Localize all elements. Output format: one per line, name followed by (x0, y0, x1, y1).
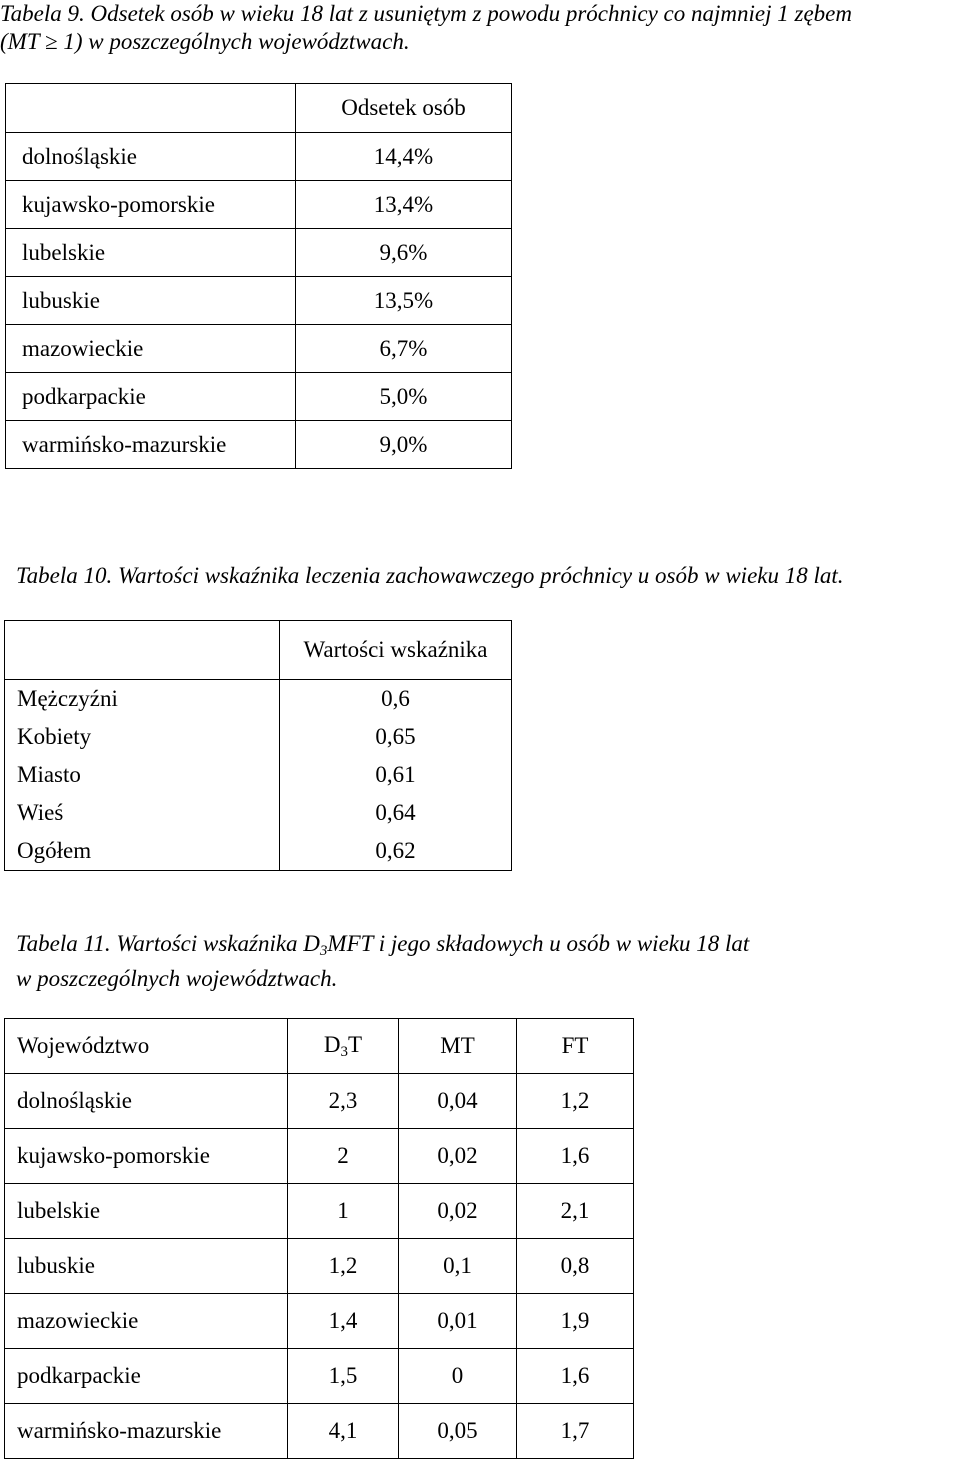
table10-group: Wieś (5, 794, 280, 832)
table11-ft: 1,6 (517, 1129, 634, 1184)
table11-d3t: 1,4 (288, 1294, 399, 1349)
table9-region: lubelskie (6, 229, 296, 277)
table10-value: 0,61 (280, 756, 512, 794)
table11-d3t: 1,2 (288, 1239, 399, 1294)
table11-ft: 2,1 (517, 1184, 634, 1239)
table11-header-d3t-subscript: 3 (340, 1043, 349, 1060)
table9-region: lubuskie (6, 277, 296, 325)
table9-value: 6,7% (296, 325, 512, 373)
table-row (6, 133, 512, 181)
table-row (6, 229, 512, 277)
table11 (4, 1018, 634, 1459)
table11-mt: 0,02 (399, 1184, 517, 1239)
table11-caption-line2: w poszczególnych województwach. (16, 966, 338, 991)
table-row (5, 1349, 634, 1404)
table11-header-d3t (288, 1019, 399, 1074)
table11-header-mt: MT (399, 1019, 517, 1074)
table11-caption-prefix: Tabela 11. Wartości wskaźnika D (16, 931, 320, 956)
table10-value: 0,62 (280, 832, 512, 871)
table10-header-cell (5, 621, 280, 680)
table10-group: Miasto (5, 756, 280, 794)
table10-value: 0,64 (280, 794, 512, 832)
table-row (5, 1404, 634, 1459)
table-row (5, 1184, 634, 1239)
table9-header-cell (6, 84, 296, 133)
table11-mt: 0,02 (399, 1129, 517, 1184)
table11-region: lubuskie (5, 1239, 288, 1294)
table9-region: kujawsko-pomorskie (6, 181, 296, 229)
table-row (5, 1129, 634, 1184)
table11-caption-line1 (16, 930, 749, 965)
table9-caption-line1: Tabela 9. Odsetek osób w wieku 18 lat z usuniętym z powodu próchnicy co najmniej 1 zębem (0, 1, 852, 26)
table11-region: lubelskie (5, 1184, 288, 1239)
table11-mt: 0,1 (399, 1239, 517, 1294)
table-row (6, 421, 512, 469)
table11-region: mazowieckie (5, 1294, 288, 1349)
table10 (4, 620, 512, 871)
table11-region: warmińsko-mazurskie (5, 1404, 288, 1459)
table-row (5, 1239, 634, 1294)
table9 (5, 83, 512, 469)
table9-value: 9,0% (296, 421, 512, 469)
table-row (5, 680, 512, 719)
table-row (6, 181, 512, 229)
table10-group: Mężczyźni (5, 680, 280, 719)
table11-region: podkarpackie (5, 1349, 288, 1404)
table9-region: podkarpackie (6, 373, 296, 421)
table-row (6, 373, 512, 421)
table10-header-cell: Wartości wskaźnika (280, 621, 512, 680)
table11-region: kujawsko-pomorskie (5, 1129, 288, 1184)
table11-caption (16, 930, 749, 993)
table9-caption-line2: (MT ≥ 1) w poszczególnych województwach. (0, 29, 410, 54)
table9-value: 14,4% (296, 133, 512, 181)
table9-caption (0, 0, 852, 56)
table10-caption: Tabela 10. Wartości wskaźnika leczenia zachowawczego próchnicy u osób w wieku 18 lat. (16, 563, 844, 588)
table11-header-row (5, 1019, 634, 1074)
table11-ft: 1,6 (517, 1349, 634, 1404)
table11-ft: 0,8 (517, 1239, 634, 1294)
table11-d3t: 2 (288, 1129, 399, 1184)
table9-value: 5,0% (296, 373, 512, 421)
table9-header-row (6, 84, 512, 133)
table11-d3t: 2,3 (288, 1074, 399, 1129)
table11-mt: 0,01 (399, 1294, 517, 1349)
table-row (6, 277, 512, 325)
table9-value: 13,4% (296, 181, 512, 229)
table11-mt: 0,05 (399, 1404, 517, 1459)
table11-header-d3t-prefix: D (323, 1031, 341, 1057)
table-row (5, 756, 512, 794)
table11-header-region: Województwo (5, 1019, 288, 1074)
table-row (5, 794, 512, 832)
table-row (5, 1294, 634, 1349)
table11-ft: 1,2 (517, 1074, 634, 1129)
table11-d3t: 4,1 (288, 1404, 399, 1459)
table9-region: dolnośląskie (6, 133, 296, 181)
table11-caption-subscript: 3 (319, 943, 328, 959)
table11-d3t: 1 (288, 1184, 399, 1239)
table10-group: Kobiety (5, 718, 280, 756)
table-row (6, 325, 512, 373)
table11-ft: 1,9 (517, 1294, 634, 1349)
table11-header-ft: FT (517, 1019, 634, 1074)
table11-caption-suffix: MFT i jego składowych u osób w wieku 18 lat (327, 931, 750, 956)
table-row (5, 718, 512, 756)
table10-group: Ogółem (5, 832, 280, 871)
table11-d3t: 1,5 (288, 1349, 399, 1404)
table10-header-row (5, 621, 512, 680)
table10-value: 0,6 (280, 680, 512, 719)
table9-header-cell: Odsetek osób (296, 84, 512, 133)
table-row (5, 1074, 634, 1129)
table9-region: warmińsko-mazurskie (6, 421, 296, 469)
table11-mt: 0 (399, 1349, 517, 1404)
table11-header-d3t-suffix: T (348, 1031, 363, 1057)
table10-value: 0,65 (280, 718, 512, 756)
table-row (5, 832, 512, 871)
table11-mt: 0,04 (399, 1074, 517, 1129)
table9-value: 13,5% (296, 277, 512, 325)
table11-region: dolnośląskie (5, 1074, 288, 1129)
table9-region: mazowieckie (6, 325, 296, 373)
table9-value: 9,6% (296, 229, 512, 277)
table11-ft: 1,7 (517, 1404, 634, 1459)
